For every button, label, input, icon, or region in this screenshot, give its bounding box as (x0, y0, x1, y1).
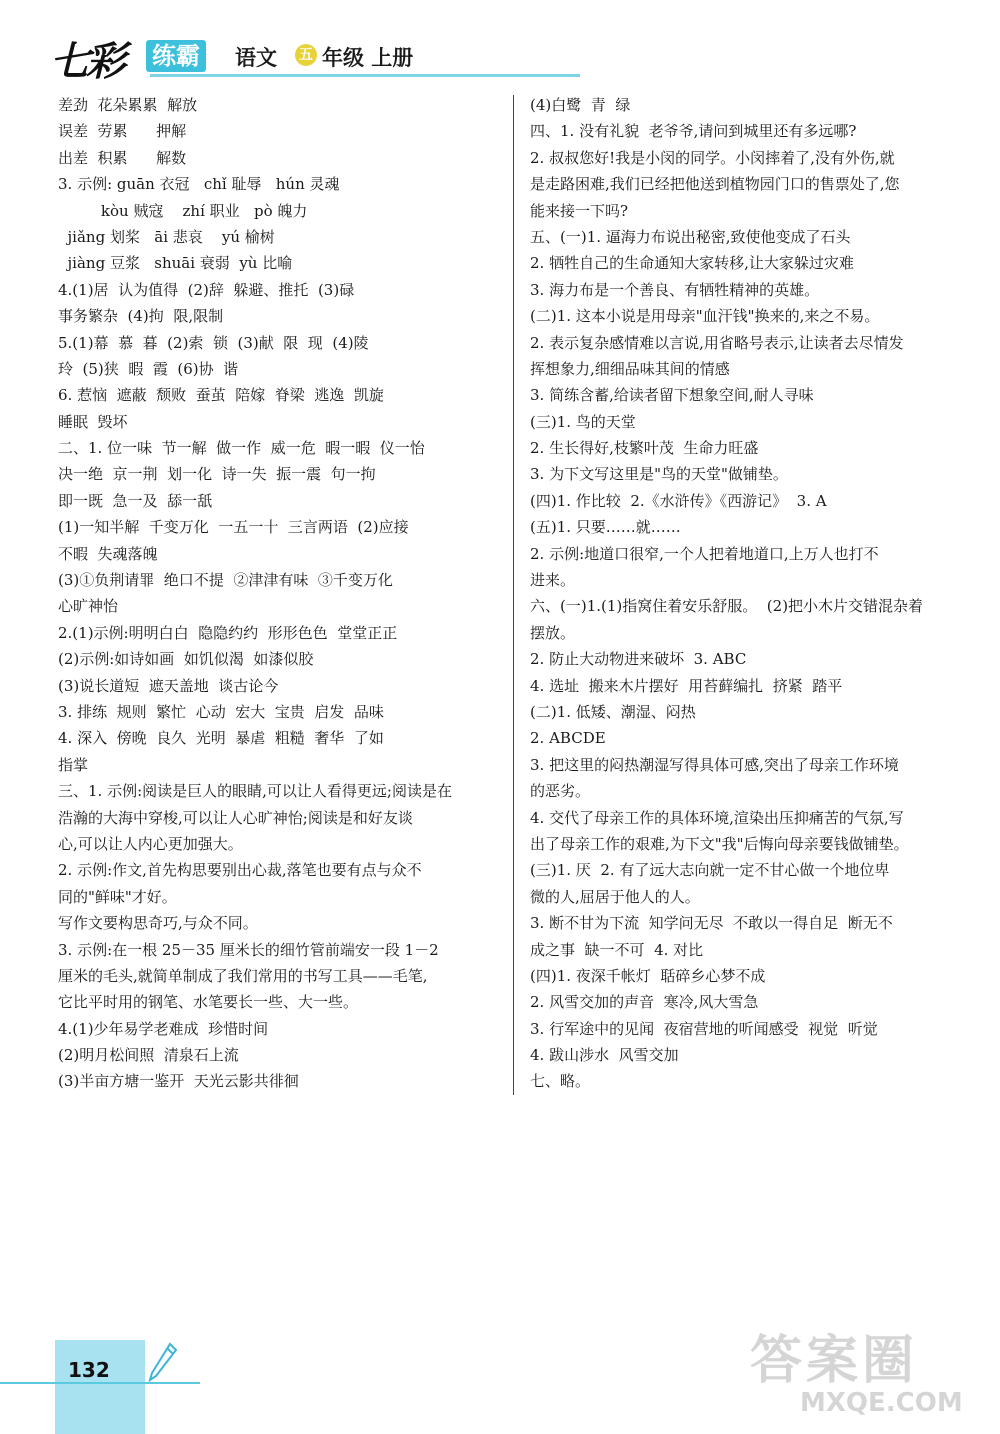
answer-line: 心旷神怡 (58, 597, 119, 616)
answer-line: 事务繁杂 (4)拘 限,限制 (58, 307, 224, 326)
answer-line: 2. 表示复杂感情难以言说,用省略号表示,让读者去尽情发 (530, 333, 904, 352)
answer-line: 出差 积累 解数 (58, 148, 187, 167)
answer-line: (3)①负荆请罪 绝口不提 ②津津有味 ③千变万化 (58, 571, 393, 590)
answer-line: 四、1. 没有礼貌 老爷爷,请问到城里还有多远哪? (530, 122, 857, 141)
answer-line: 挥想象力,细细品味其间的情感 (530, 359, 730, 378)
answer-line: (3)半亩方塘一鉴开 天光云影共徘徊 (58, 1072, 299, 1091)
answer-line: 2. 示例:地道口很窄,一个人把着地道口,上万人也打不 (530, 544, 879, 563)
watermark-url: MXQE.COM (800, 1388, 963, 1418)
answer-line: 能来接一下吗? (530, 201, 629, 220)
answer-line: 的恶劣。 (530, 782, 591, 801)
answer-line: 七、略。 (530, 1072, 591, 1091)
pencil-icon (148, 1342, 178, 1382)
brand-box: 练霸 (146, 40, 206, 72)
answer-line: 3. 行军途中的见闻 夜宿营地的听闻感受 视觉 听觉 (530, 1019, 878, 1038)
answer-line: 3. 排练 规则 繁忙 心动 宏大 宝贵 启发 品味 (58, 702, 384, 721)
answer-line: 即一既 急一及 舔一舐 (58, 491, 213, 510)
answer-line: 3. 断不甘为下流 知学问无尽 不敢以一得自足 断无不 (530, 914, 893, 933)
answer-line: 摆放。 (530, 623, 576, 642)
answer-line: 3. 把这里的闷热潮湿写得具体可感,突出了母亲工作环境 (530, 755, 899, 774)
answer-line: 它比平时用的钢笔、水笔要长一些、大一些。 (58, 993, 359, 1012)
answer-line: 2. 示例:作文,首先构思要别出心裁,落笔也要有点与众不 (58, 861, 422, 880)
answer-line: (三)1. 鸟的天堂 (530, 412, 636, 431)
answer-line: 2. 防止大动物进来破坏 3. ABC (530, 650, 747, 669)
answer-line: 2. ABCDE (530, 729, 606, 748)
brand-logo: 七彩 (50, 38, 122, 85)
answer-line: 4. 选址 搬来木片摆好 用苔藓编扎 挤紧 踏平 (530, 676, 843, 695)
answer-line: 是走路困难,我们已经把他送到植物园门口的售票处了,您 (530, 175, 900, 194)
subject-label: 语文 (235, 46, 277, 70)
answer-line: 厘米的毛头,就简单制成了我们常用的书写工具——毛笔, (58, 966, 428, 985)
answer-line: 6. 惹恼 遮蔽 颓败 蚕茧 陪嫁 脊梁 逃逸 凯旋 (58, 386, 384, 405)
answer-line: 三、1. 示例:阅读是巨人的眼睛,可以让人看得更远;阅读是在 (58, 782, 452, 801)
answer-line: 五、(一)1. 逼海力布说出秘密,致使他变成了石头 (530, 227, 851, 246)
answer-line: 指掌 (58, 755, 89, 774)
answer-line: 2. 风雪交加的声音 寒冷,风大雪急 (530, 993, 759, 1012)
answer-line: 3. 示例: guān 衣冠 chǐ 耻辱 hún 灵魂 (58, 175, 340, 194)
answer-line: jiàng 豆浆 shuāi 衰弱 yù 比喻 (58, 254, 293, 273)
answer-line: 3. 示例:在一根 25－35 厘米长的细竹管前端安一段 1－2 (58, 940, 439, 959)
answer-line: 误差 劳累 押解 (58, 122, 187, 141)
answer-line: 写作文要构思奇巧,与众不同。 (58, 914, 258, 933)
answer-line: 5.(1)幕 慕 暮 (2)索 锁 (3)献 限 现 (4)陵 (58, 333, 369, 352)
answer-line: 差劲 花朵累累 解放 (58, 96, 198, 114)
answer-line: jiǎng 划桨 āi 悲哀 yú 榆树 (58, 227, 275, 246)
answer-line: (三)1. 厌 2. 有了远大志向就一定不甘心做一个地位卑 (530, 861, 890, 880)
answer-line: 2. 牺牲自己的生命通知大家转移,让大家躲过灾难 (530, 254, 854, 273)
answer-line: 3. 简练含蓄,给读者留下想象空间,耐人寻味 (530, 386, 814, 405)
answer-line: 同的"鲜味"才好。 (58, 887, 177, 906)
answer-line: 二、1. 位一味 节一解 做一作 威一危 暇一暇 仪一怡 (58, 439, 425, 458)
answer-line: 决一绝 京一荆 划一化 诗一失 振一震 句一拘 (58, 465, 376, 484)
answer-line: 2. 生长得好,枝繁叶茂 生命力旺盛 (530, 439, 759, 458)
answer-line: 4. 深入 傍晚 良久 光明 暴虐 粗糙 奢华 了如 (58, 729, 384, 748)
answer-line: (四)1. 夜深千帐灯 聒碎乡心梦不成 (530, 966, 766, 985)
answer-line: 4.(1)居 认为值得 (2)辞 躲避、推托 (3)碌 (58, 280, 355, 299)
right-column (530, 92, 980, 1095)
footer-tab (55, 1340, 145, 1434)
answer-line: 4.(1)少年易学老难成 珍惜时间 (58, 1019, 269, 1038)
answer-line: (四)1. 作比较 2.《水浒传》《西游记》 3. A (530, 491, 827, 510)
answer-line: 4. 跋山涉水 风雪交加 (530, 1046, 679, 1065)
answer-line: (1)一知半解 千变万化 一五一十 三言两语 (2)应接 (58, 518, 409, 537)
footer-rule (0, 1382, 200, 1384)
answer-line: (4)白鹭 青 绿 (530, 96, 631, 114)
answer-line: 3. 海力布是一个善良、有牺牲精神的英雄。 (530, 280, 820, 299)
answer-line: (3)说长道短 遮天盖地 谈古论今 (58, 676, 279, 695)
answer-line: 出了母亲工作的艰难,为下文"我"后悔向母亲要钱做铺垫。 (530, 834, 909, 853)
answer-line: (2)明月松间照 清泉石上流 (58, 1046, 239, 1065)
answer-line: 2.(1)示例:明明白白 隐隐约约 形形色色 堂堂正正 (58, 623, 398, 642)
answer-line: 六、(一)1.(1)指窝住着安乐舒服。 (2)把小木片交错混杂着 (530, 597, 924, 616)
watermark (740, 1318, 990, 1428)
grade-badge: 五 (295, 44, 317, 66)
answer-line: 2. 叔叔您好!我是小闵的同学。小闵摔着了,没有外伤,就 (530, 148, 895, 167)
column-divider (513, 95, 514, 1095)
answer-line: (二)1. 这本小说是用母亲"血汗钱"换来的,来之不易。 (530, 307, 880, 326)
header-rule (150, 74, 580, 77)
answer-line: 微的人,屈居于他人的人。 (530, 887, 700, 906)
answer-line: 4. 交代了母亲工作的具体环境,渲染出压抑痛苦的气氛,写 (530, 808, 904, 827)
answer-line: 睡眠 毁坏 (58, 412, 128, 431)
answer-line: 心,可以让人内心更加强大。 (58, 834, 243, 853)
left-column (58, 92, 498, 1095)
answer-line: 浩瀚的大海中穿梭,可以让人心旷神怡;阅读是和好友谈 (58, 808, 413, 827)
answer-line: (二)1. 低矮、潮湿、闷热 (530, 702, 696, 721)
answer-line: 玲 (5)狭 暇 霞 (6)协 谐 (58, 359, 239, 378)
answer-line: kòu 贼寇 zhí 职业 pò 魄力 (58, 201, 308, 220)
answer-line: 进来。 (530, 571, 576, 590)
answer-line: 不暇 失魂落魄 (58, 544, 158, 563)
page-number: 132 (68, 1358, 110, 1382)
answer-line: 3. 为下文写这里是"鸟的天堂"做铺垫。 (530, 465, 788, 484)
grade-label: 年级 上册 (322, 46, 414, 70)
answer-line: (2)示例:如诗如画 如饥似渴 如漆似胶 (58, 650, 314, 669)
page-header (30, 28, 570, 85)
answer-line: 成之事 缺一不可 4. 对比 (530, 940, 704, 959)
answer-line: (五)1. 只要……就…… (530, 518, 681, 537)
watermark-title: 答案圈 (750, 1331, 919, 1391)
